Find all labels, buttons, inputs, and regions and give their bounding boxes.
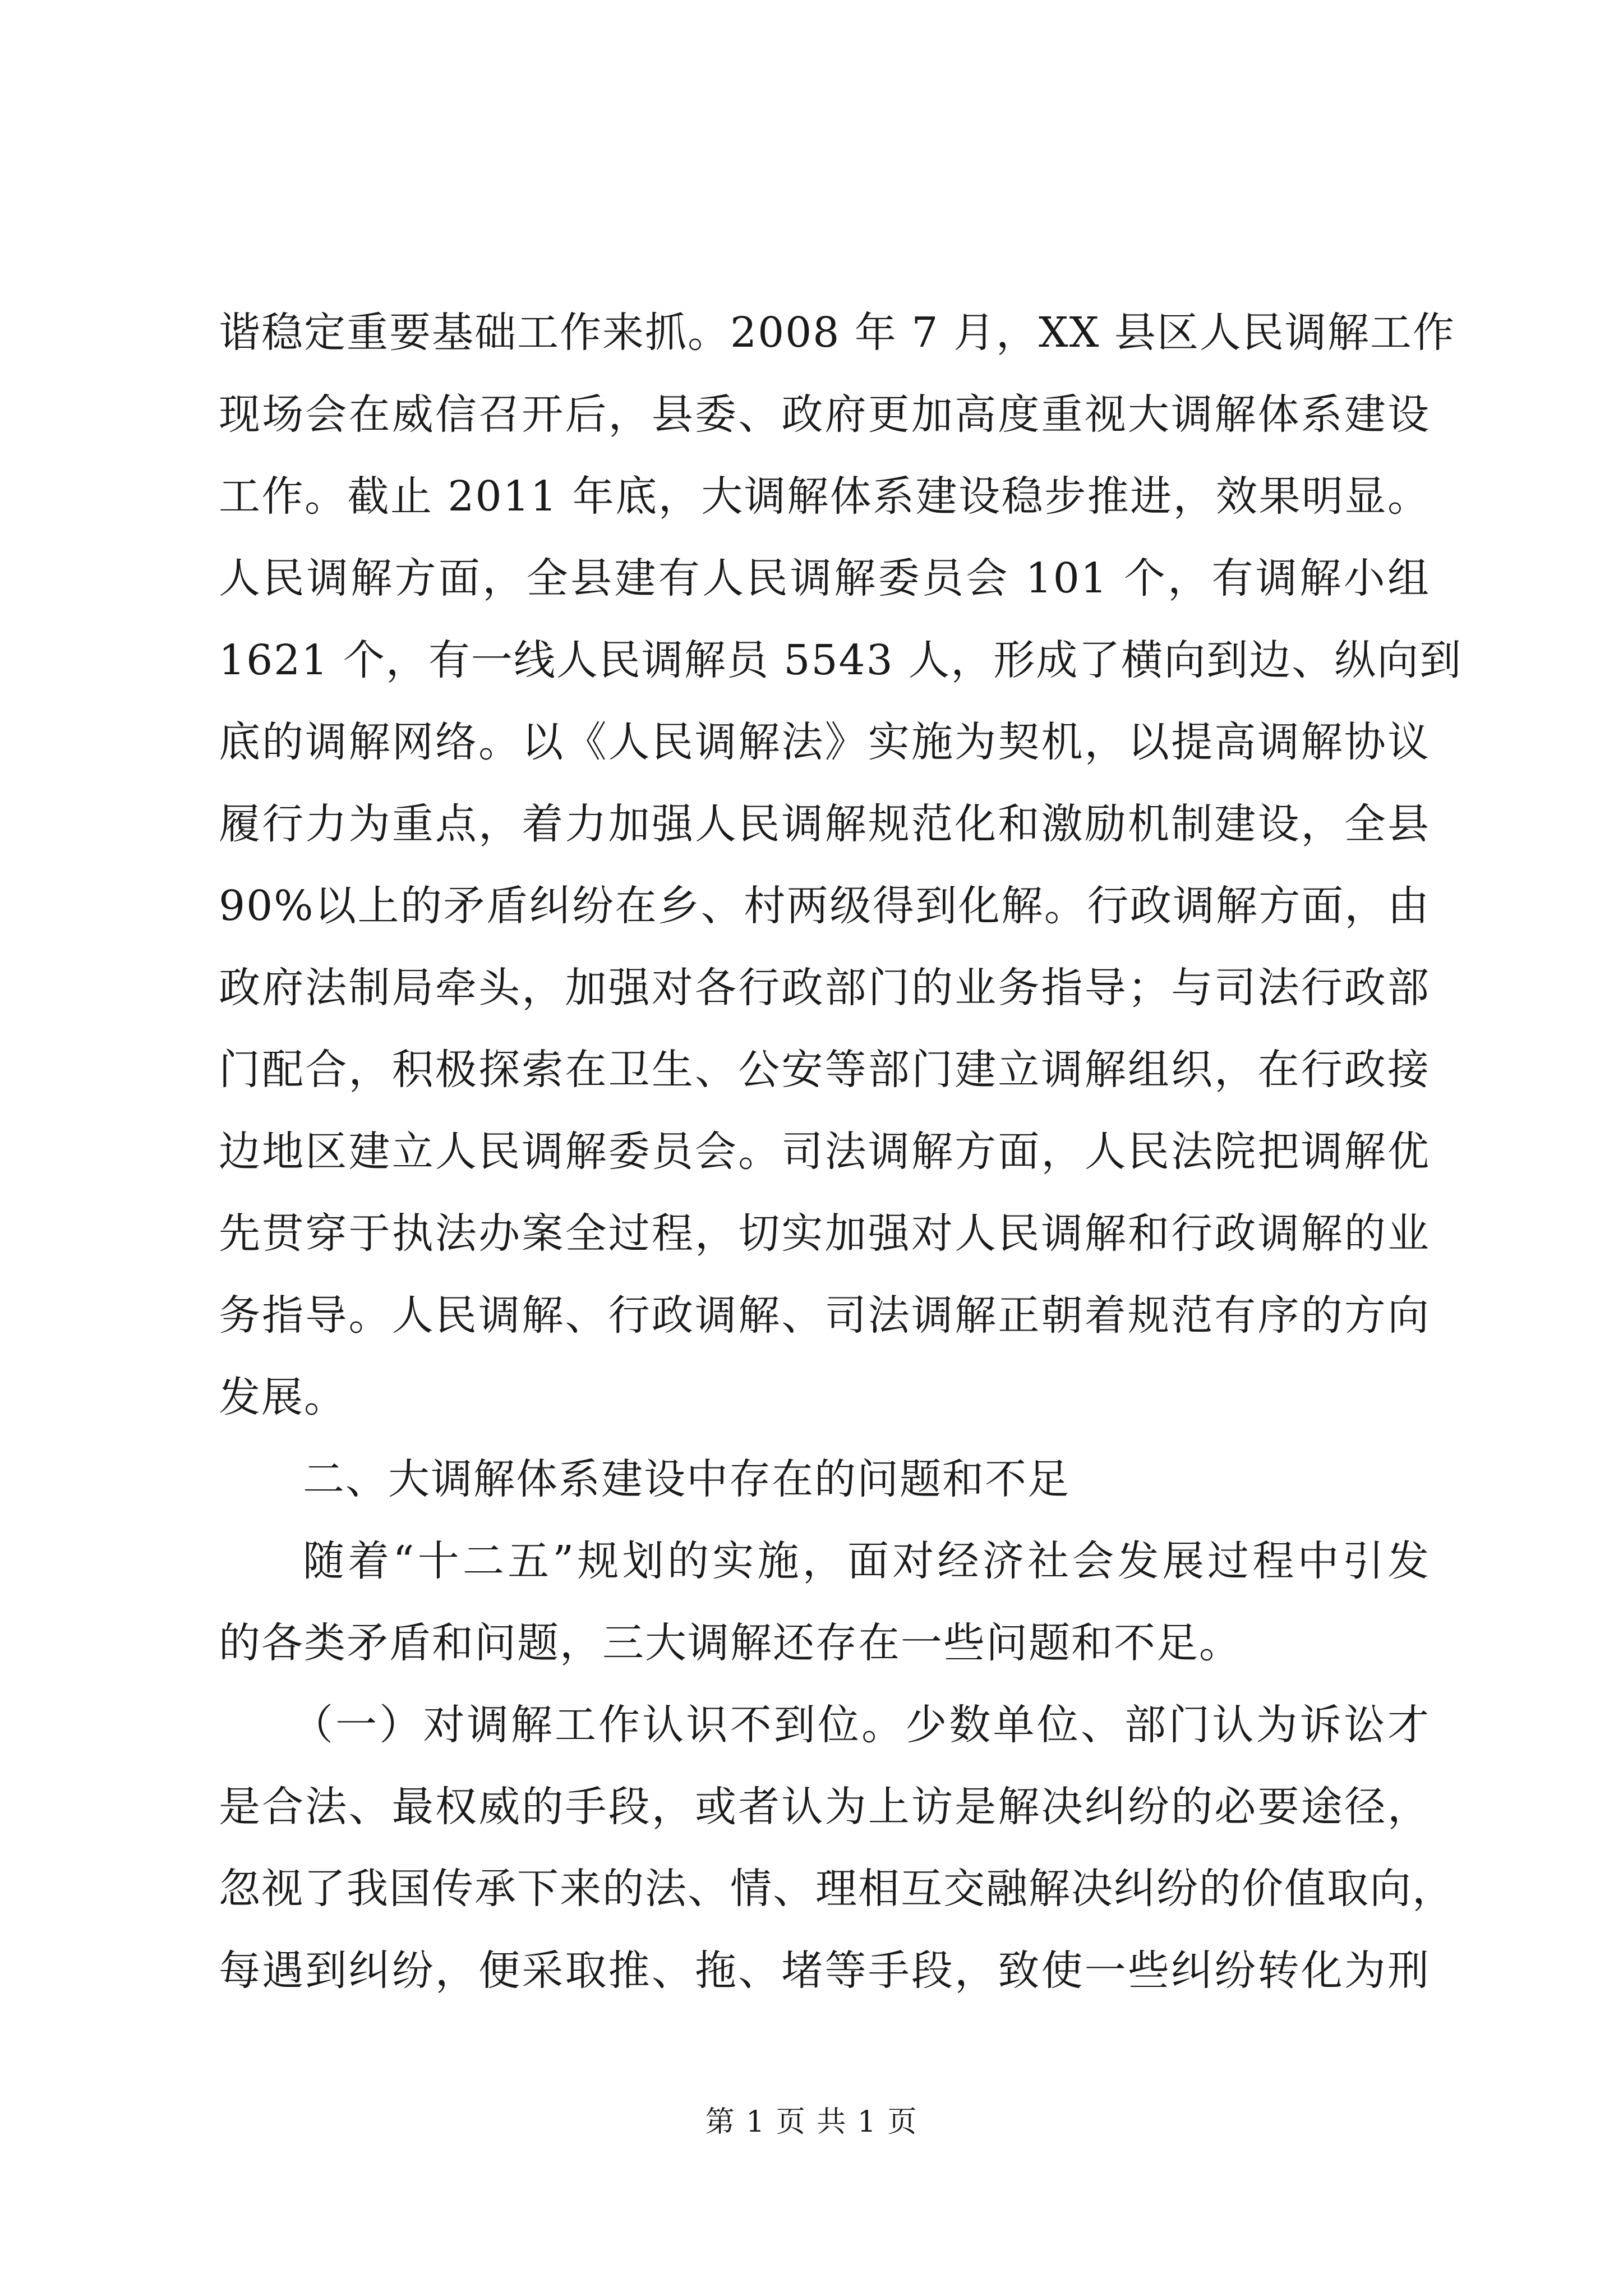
body-line: 随着“十二五”规划的实施，面对经济社会发展过程中引发 <box>303 1537 1430 1585</box>
body-line: 政府法制局牵头，加强对各行政部门的业务指导；与司法行政部 <box>219 964 1430 1012</box>
section-heading: 二、大调解体系建设中存在的问题和不足 <box>303 1455 1070 1503</box>
subsection-line: （一）对调解工作认识不到位。少数单位、部门认为诉讼才 <box>292 1701 1430 1749</box>
document-body <box>219 292 1463 2012</box>
body-line: 底的调解网络。以《人民调解法》实施为契机，以提高调解协议 <box>219 718 1430 766</box>
body-line: 门配合，积极探索在卫生、公安等部门建立调解组织，在行政接 <box>219 1046 1430 1094</box>
body-line: 1621 个，有一线人民调解员 5543 人，形成了横向到边、纵向到 <box>219 636 1463 684</box>
body-line: 人民调解方面，全县建有人民调解委员会 101 个，有调解小组 <box>219 554 1430 602</box>
body-line: 忽视了我国传承下来的法、情、理相互交融解决纠纷的价值取向， <box>219 1865 1455 1913</box>
body-line: 边地区建立人民调解委员会。司法调解方面，人民法院把调解优 <box>219 1128 1430 1176</box>
body-line: 是合法、最权威的手段，或者认为上访是解决纠纷的必要途径， <box>219 1783 1430 1831</box>
body-line: 现场会在威信召开后，县委、政府更加高度重视大调解体系建设 <box>219 390 1430 439</box>
body-line: 工作。截止 2011 年底，大调解体系建设稳步推进，效果明显。 <box>219 472 1430 521</box>
body-line: 90%以上的矛盾纠纷在乡、村两级得到化解。行政调解方面，由 <box>219 882 1430 930</box>
body-line: 履行力为重点，着力加强人民调解规范化和激励机制建设，全县 <box>219 800 1430 848</box>
body-line: 先贯穿于执法办案全过程，切实加强对人民调解和行政调解的业 <box>219 1209 1430 1258</box>
body-line: 的各类矛盾和问题，三大调解还存在一些问题和不足。 <box>219 1619 1242 1667</box>
body-line: 务指导。人民调解、行政调解、司法调解正朝着规范有序的方向 <box>219 1291 1430 1340</box>
body-line: 每遇到纠纷，便采取推、拖、堵等手段，致使一些纠纷转化为刑 <box>219 1947 1430 1995</box>
body-line: 发展。 <box>219 1373 347 1421</box>
page-footer: 第 1 页 共 1 页 <box>705 2105 918 2139</box>
body-line: 谐稳定重要基础工作来抓。2008 年 7 月，XX 县区人民调解工作 <box>219 309 1455 357</box>
